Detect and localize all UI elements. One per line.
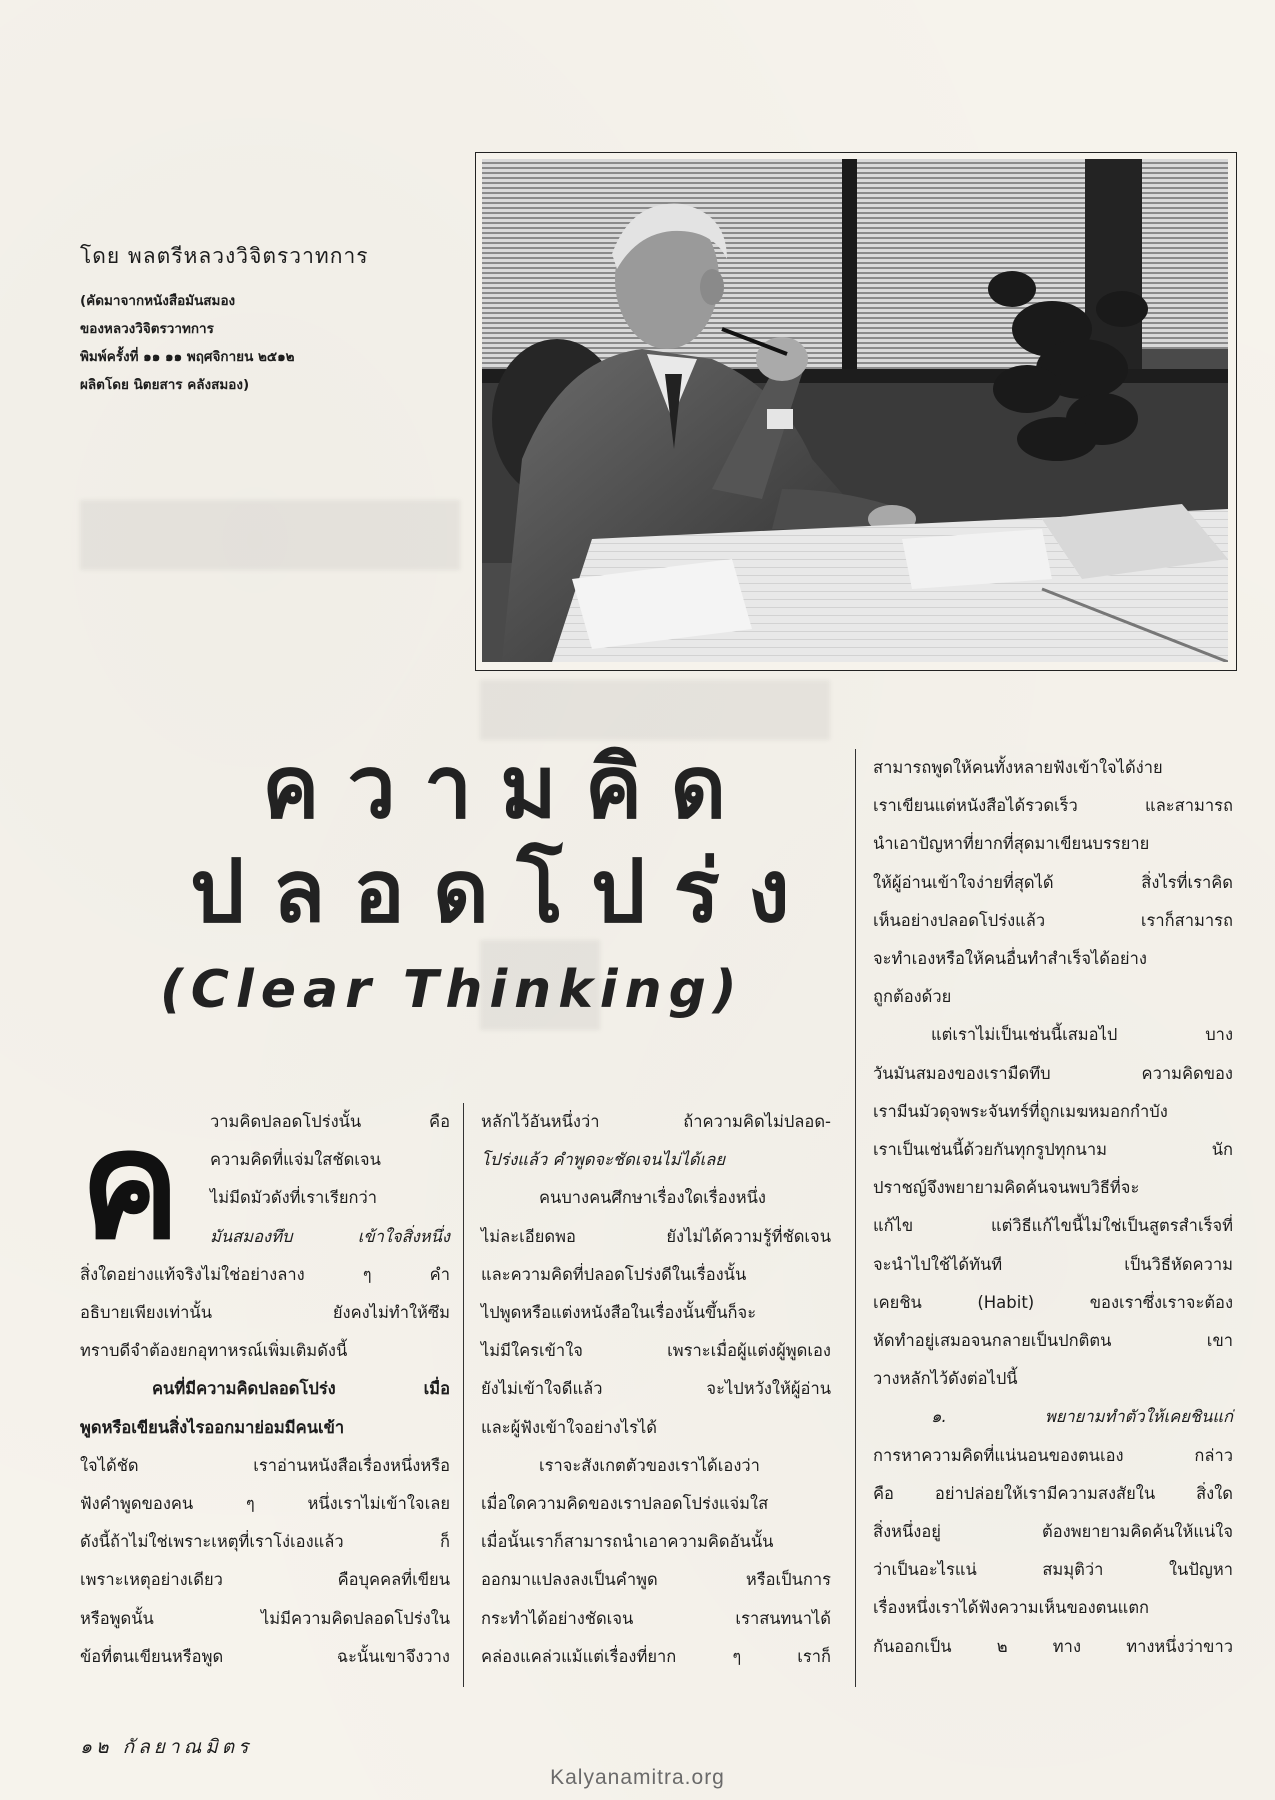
text-column-3 [873, 749, 1233, 1666]
text-line: หลักไว้อันหนึ่งว่า ถ้าความคิดไม่ปลอด- [481, 1112, 831, 1131]
text-line: หัดทำอยู่เสมอจนกลายเป็นปกติตน เขา [873, 1331, 1233, 1351]
text-line: วันมันสมองของเรามืดทึบ ความคิดของ [873, 1063, 1233, 1083]
drop-cap: ค [80, 1097, 181, 1273]
text-line: เราเป็นเช่นนี้ด้วยกันทุกรูปทุกนาม นัก [873, 1140, 1233, 1160]
text-line: แก้ไข แต่วิธีแก้ไขนี้ไม่ใช่เป็นสูตรสำเร็จที่ [873, 1216, 1233, 1236]
text-line: เห็นอย่างปลอดโปร่งแล้ว เราก็สามารถ [873, 910, 1233, 930]
headline-english: (Clear Thinking) [160, 960, 744, 1020]
text-line: ใจได้ชัด เราอ่านหนังสือเรื่องหนึ่งหรือ [80, 1455, 450, 1475]
text-line: และความคิดที่ปลอดโปร่งดีในเรื่องนั้น [481, 1264, 747, 1284]
text-line: พูดหรือเขียนสิ่งไรออกมาย่อมมีคนเข้า [80, 1417, 345, 1437]
text-line: เคยชิน (Habit) ของเราซึ่งเราจะต้อง [873, 1292, 1233, 1312]
text-line: ไปพูดหรือแต่งหนังสือในเรื่องนั้นขึ้นก็จะ [481, 1303, 757, 1323]
photo-illustration [482, 159, 1228, 662]
source-line: ผลิตโดย นิตยสาร คลังสมอง) [80, 377, 250, 393]
text-line: เรื่องหนึ่งเราได้ฟังความเห็นของตนแตก [873, 1598, 1150, 1618]
page-folio: ๑๒ กัลยาณมิตร [80, 1736, 253, 1758]
text-line: หรือพูดนั้น ไม่มีความคิดปลอดโปร่งใน [80, 1608, 450, 1628]
text-line: ปราชญ์จึงพยายามคิดค้นจนพบวิธีที่จะ [873, 1178, 1140, 1198]
text-line: นำเอาปัญหาที่ยากที่สุดมาเขียนบรรยาย [873, 834, 1150, 854]
text-line: ถูกต้องด้วย [873, 987, 952, 1007]
text-line: ว่าเป็นอะไรแน่ สมมุติว่า ในปัญหา [873, 1560, 1233, 1580]
text-line: จะทำเองหรือให้คนอื่นทำสำเร็จได้อย่าง [873, 949, 1147, 969]
text-line: กันออกเป็น ๒ ทาง ทางหนึ่งว่าขาว [873, 1636, 1233, 1656]
article-photo [482, 159, 1228, 662]
text-line: เรามีนมัวดุจพระจันทร์ที่ถูกเมฆหมอกกำบัง [873, 1101, 1168, 1121]
text-line: ไม่มีดมัวดังที่เราเรียกว่า [210, 1188, 378, 1208]
text-line: ให้ผู้อ่านเข้าใจง่ายที่สุดได้ สิ่งไรที่เราคิด [873, 872, 1233, 892]
text-line: เมื่อนั้นเราก็สามารถนำเอาความคิดอันนั้น [481, 1532, 774, 1552]
byline [80, 240, 440, 399]
text-column-2 [481, 1103, 831, 1676]
source-line: ของหลวงวิจิตรวาทการ [80, 321, 214, 337]
column-divider [855, 749, 856, 1687]
text-line: ๑. พยายามทำตัวให้เคยชินแก่ [931, 1407, 1233, 1427]
headline-line-2: ปลอดโปร่ง [190, 841, 818, 942]
text-line: วางหลักไว้ดังต่อไปนี้ [873, 1369, 1018, 1389]
text-line: วามคิดปลอดโปร่งนั้น คือ [210, 1112, 450, 1131]
photo-frame [475, 152, 1237, 671]
text-line: ไม่ละเอียดพอ ยังไม่ได้ความรู้ที่ชัดเจน [481, 1226, 831, 1246]
text-line: กระทำได้อย่างชัดเจน เราสนทนาได้ [481, 1608, 831, 1628]
text-line: สิ่งหนึ่งอยู่ ต้องพยายามคิดค้นให้แน่ใจ [873, 1522, 1233, 1542]
text-column-1 [80, 1097, 450, 1676]
text-line: คนที่มีความคิดปลอดโปร่ง เมื่อ [152, 1379, 450, 1399]
text-line: คล่องแคล่วแม้แต่เรื่องที่ยาก ๆ เราก็ [481, 1646, 831, 1666]
text-line: ไม่มีใครเข้าใจ เพราะเมื่อผู้แต่งผู้พูดเอง [481, 1341, 831, 1361]
text-line: มันสมองทึบ เข้าใจสิ่งหนึ่ง [210, 1226, 450, 1246]
text-line: ข้อที่ตนเขียนหรือพูด ฉะนั้นเขาจึงวาง [80, 1646, 450, 1666]
text-line: โปร่งแล้ว คำพูดจะชัดเจนไม่ได้เลย [481, 1150, 726, 1170]
text-line: ดังนี้ถ้าไม่ใช่เพราะเหตุที่เราโง่เองแล้ว ก็ [80, 1532, 450, 1552]
text-line: อธิบายเพียงเท่านั้น ยังคงไม่ทำให้ซึม [80, 1303, 450, 1323]
text-line: ยังไม่เข้าใจดีแล้ว จะไปหวังให้ผู้อ่าน [481, 1379, 831, 1399]
text-line: สิ่งใดอย่างแท้จริงไม่ใช่อย่างลาง ๆ คำ [80, 1264, 450, 1284]
column-divider [463, 1103, 464, 1687]
text-line: ออกมาแปลงลงเป็นคำพูด หรือเป็นการ [481, 1570, 831, 1590]
author-line: โดย พลตรีหลวงวิจิตรวาทการ [80, 244, 369, 268]
text-line: ทราบดีจำต้องยกอุทาหรณ์เพิ่มเติมดังนี้ [80, 1341, 348, 1361]
text-line: การหาความคิดที่แน่นอนของตนเอง กล่าว [873, 1445, 1233, 1465]
text-line: เราเขียนแต่หนังสือได้รวดเร็ว และสามารถ [873, 796, 1233, 816]
text-line: และผู้ฟังเข้าใจอย่างไรได้ [481, 1417, 657, 1437]
source-line: พิมพ์ครั้งที่ ๑๑ ๑๑ พฤศจิกายน ๒๕๑๒ [80, 349, 295, 365]
headline-line-1: ความคิด [262, 737, 755, 838]
text-line: คนบางคนศึกษาเรื่องใดเรื่องหนึ่ง [539, 1188, 766, 1208]
text-line: คือ อย่าปล่อยให้เรามีความสงสัยใน สิ่งใด [873, 1483, 1233, 1503]
source-line: (คัดมาจากหนังสือมันสมอง [80, 293, 236, 309]
text-line: เพราะเหตุอย่างเดียว คือบุคคลที่เขียน [80, 1570, 450, 1590]
site-watermark: Kalyanamitra.org [550, 1766, 725, 1789]
bleed-through-block [80, 500, 460, 570]
text-line: แต่เราไม่เป็นเช่นนี้เสมอไป บาง [931, 1025, 1233, 1045]
text-line: จะนำไปใช้ได้ทันที เป็นวิธีหัดความ [873, 1254, 1233, 1274]
text-line: ฟังคำพูดของคน ๆ หนึ่งเราไม่เข้าใจเลย [80, 1494, 450, 1514]
text-line: เราจะสังเกตตัวของเราได้เองว่า [539, 1455, 760, 1475]
text-line: สามารถพูดให้คนทั้งหลายฟังเข้าใจได้ง่าย [873, 758, 1163, 777]
text-line: เมื่อใดความคิดของเราปลอดโปร่งแจ่มใส [481, 1494, 769, 1514]
text-line: ความคิดที่แจ่มใสชัดเจน [210, 1150, 381, 1170]
